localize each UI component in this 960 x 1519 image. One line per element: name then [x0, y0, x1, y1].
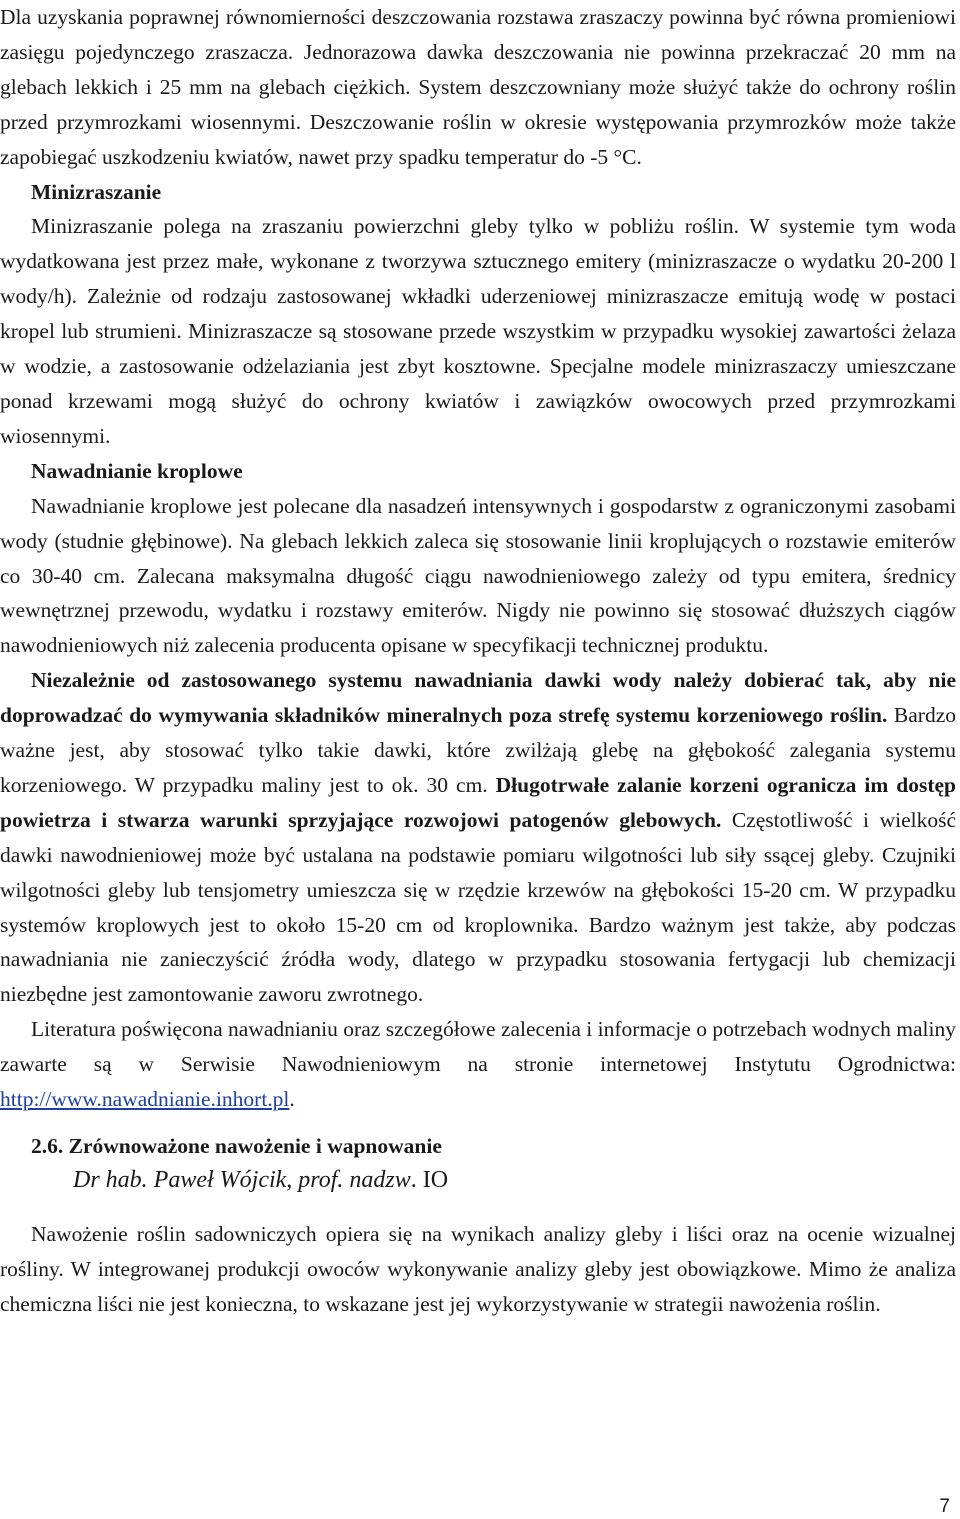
author-line [0, 1163, 956, 1197]
heading-minizraszanie: Minizraszanie [31, 179, 162, 204]
text-dose-depth: Bardzo ważne jest, aby stosować tylko takie dawki, które zwilżają glebę na głębokość zalegania systemu korzeniowego. W przypadku maliny jest to ok. 30 cm. [0, 703, 956, 797]
author-affiliation: . IO [410, 1167, 449, 1193]
paragraph-nawadnianie-kroplowe: Nawadnianie kroplowe jest polecane dla nasadzeń intensywnych i gospodarstw z ograniczonymi zasobami wody (studnie głębinowe). Na glebach lekkich zaleca się stosowanie linii kroplujących o rozstawie emiterów co 30-40 cm. Zalecana maksymalna długość ciągu nawodnieniowego zależy od typu emitera, średnicy wewnętrznej przewodu, wydatku i rozstawy emiterów. Nigdy nie powinno się stosować dłuższych ciągów nawodnieniowych niż zalecenia producenta opisane w specyfikacji technicznej produktu. [0, 493, 956, 658]
link-nawadnianie-inhort[interactable]: http://www.nawadnianie.inhort.pl [0, 1087, 290, 1112]
emphasis-dose-warning: Niezależnie od zastosowanego systemu nawadniania dawki wody należy dobierać tak, aby nie doprowadzać do wymywania składników mineralnych poza strefę systemu korzeniowego roślin. [0, 668, 956, 728]
page-number: 7 [939, 1496, 950, 1517]
heading-nawadnianie-kroplowe: Nawadnianie kroplowe [31, 458, 243, 483]
paragraph-irrigation-doses [0, 663, 956, 1012]
text-literature-end: . [289, 1087, 295, 1112]
text-literature: Literatura poświęcona nawadnianiu oraz szczegółowe zalecenia i informacje o potrzebach wodnych maliny zawarte są w Serwisie Nawodnieniowym na stronie internetowej Instytutu Ogrodnictwa: [0, 1017, 956, 1077]
paragraph-minizraszanie: Minizraszanie polega na zraszaniu powierzchni gleby tylko w pobliżu roślin. W systemie tym woda wydatkowana jest przez małe, wykonane z tworzywa sztucznego emitery (minizraszacze o wydatku 20-200 l wody/h). Zależnie od rodzaju zastosowanej wkładki uderzeniowej minizraszacze emitują wodę w postaci kropel lub strumieni. Minizraszacze są stosowane przede wszystkim w przypadku wysokiej zawartości żelaza w wodzie, a zastosowanie odżelaziania jest zbyt kosztowne. Specjalne modele minizraszaczy umieszczane ponad krzewami mogą służyć do ochrony kwiatów i zawiązków owocowych przed przymrozkami wiosennymi. [0, 214, 956, 448]
paragraph-literature [0, 1012, 956, 1117]
section-title-nawozenie: 2.6. Zrównoważone nawożenie i wapnowanie [31, 1134, 442, 1158]
paragraph-sprinkler-spacing: Dla uzyskania poprawnej równomierności deszczowania rozstawa zraszaczy powinna być równa promieniowi zasięgu pojedynczego zraszacza. Jednorazowa dawka deszczowania nie powinna przekraczać 20 mm na glebach lekkich i 25 mm na glebach ciężkich. System deszczowniany może służyć także do ochrony roślin przed przymrozkami wiosennymi. Deszczowanie roślin w okresie występowania przymrozków może także zapobiegać uszkodzeniu kwiatów, nawet przy spadku temperatur do -5 °C. [0, 5, 956, 169]
author-name: Dr hab. Paweł Wójcik, prof. nadzw [73, 1167, 411, 1193]
author-gap [0, 1197, 956, 1217]
text-moisture-sensors: Częstotliwość i wielkość dawki nawodnieniowej może być ustalana na podstawie pomiaru wilgotności lub siły ssącej gleby. Czujniki wilgotności gleby lub tensjometry umieszcza się w rzędzie krzewów na głębokości 15-20 cm. W przypadku systemów kroplowych jest to około 15-20 cm od kroplownika. Bardzo ważnym jest także, aby podczas nawadniania nie zanieczyścić źródła wody, dlatego w przypadku stosowania fertygacji lub chemizacji niezbędne jest zamontowanie zaworu zwrotnego. [0, 807, 956, 1007]
emphasis-root-flooding: Długotrwałe zalanie korzeni ogranicza im dostęp powietrza i stwarza warunki sprzyjające rozwojowi patogenów glebowych. [0, 772, 956, 832]
paragraph-nawozenie: Nawożenie roślin sadowniczych opiera się na wynikach analizy gleby i liści oraz na ocenie wizualnej rośliny. W integrowanej produkcji owoców wykonywanie analizy gleby jest obowiązkowe. Mimo że analiza chemiczna liści nie jest konieczna, to wskazane jest jej wykorzystywanie w strategii nawożenia roślin. [0, 1222, 956, 1316]
